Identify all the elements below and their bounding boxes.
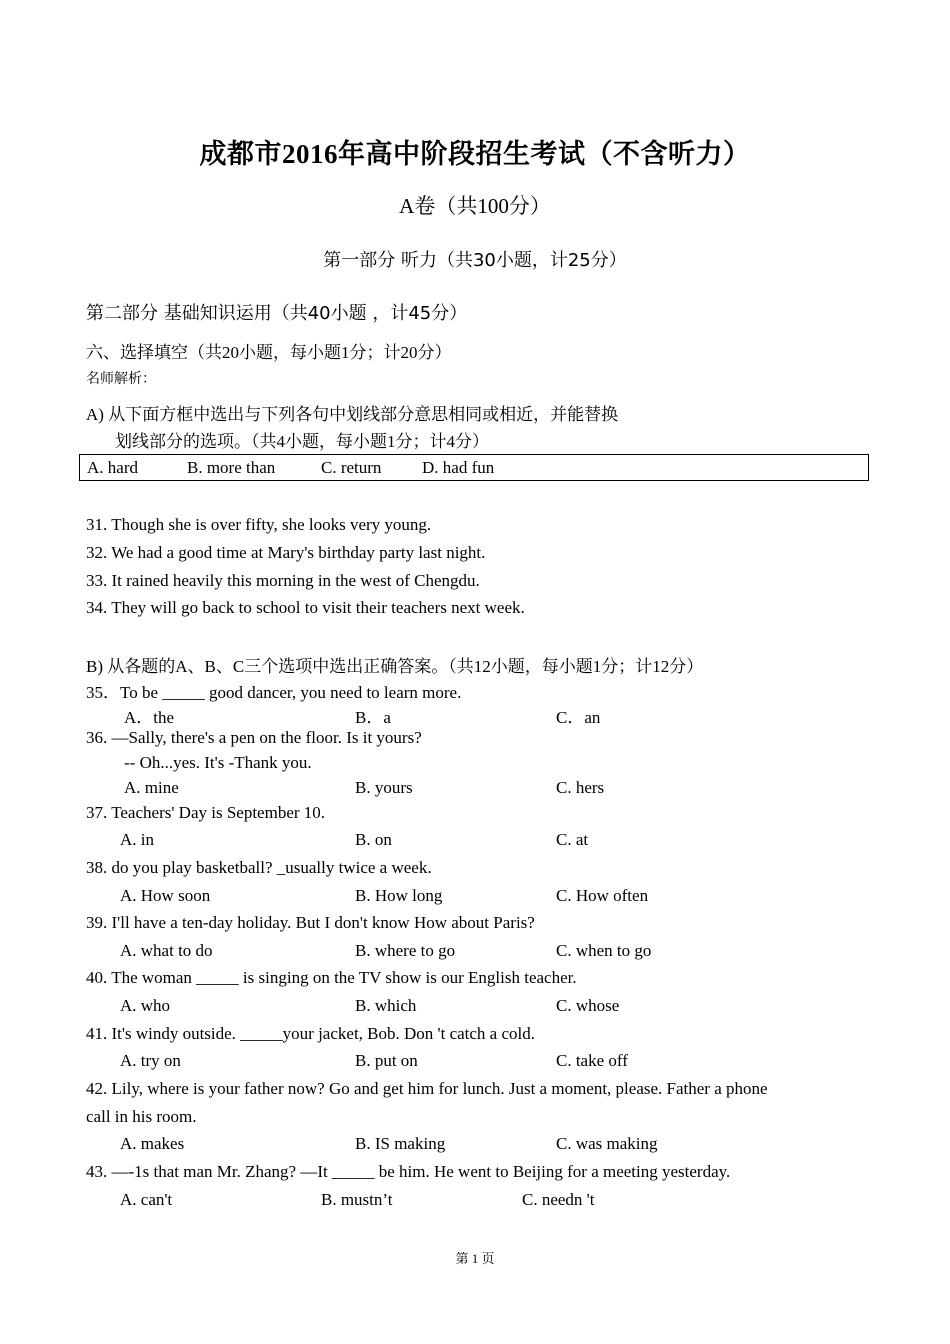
question-38-stem: 38. do you play basketball? _usually twice a week. — [86, 858, 432, 877]
section6-heading: 六、选择填空（共20小题，每小题1分；计20分） — [86, 343, 452, 362]
question-35-option-a: A．the — [124, 708, 175, 727]
question-38-option-b: B. How long — [355, 886, 443, 905]
question-41-stem: 41. It's windy outside. _____your jacket, Bob. Don 't catch a cold. — [86, 1024, 535, 1043]
question-35-option-b: B．a — [355, 708, 391, 727]
page-number: 第 1 页 — [455, 1251, 495, 1266]
part1-heading: 第一部分 听力（共30小题，计25分） — [323, 250, 627, 271]
question-42-option-a: A. makes — [120, 1134, 185, 1153]
option-box — [79, 454, 869, 481]
question-36-option-a: A. mine — [124, 778, 179, 797]
sentence-33: 33. It rained heavily this morning in the west of Chengdu. — [86, 571, 480, 590]
question-39-option-c: C. when to go — [556, 941, 652, 960]
paper-subtitle: A卷（共100分） — [399, 194, 551, 218]
part2-heading: 第二部分 基础知识运用（共40小题 ，计45分） — [86, 303, 468, 324]
question-38-option-c: C. How often — [556, 886, 649, 905]
box-option: D. had fun — [422, 458, 495, 477]
question-36-option-b: B. yours — [355, 778, 413, 797]
question-40-option-c: C. whose — [556, 996, 620, 1015]
question-37-option-b: B. on — [355, 830, 392, 849]
question-41-option-b: B. put on — [355, 1051, 418, 1070]
question-42-stem2: call in his room. — [86, 1107, 197, 1126]
question-36-stem2: -- Oh...yes. It's -Thank you. — [124, 753, 312, 772]
question-39-option-b: B. where to go — [355, 941, 456, 960]
question-42-option-c: C. was making — [556, 1134, 658, 1153]
question-40-stem: 40. The woman _____ is singing on the TV show is our English teacher. — [86, 968, 577, 987]
sectionB-instruction: B) 从各题的A、B、C三个选项中选出正确答案。（共12小题，每小题1分；计12分） — [86, 657, 704, 676]
sentence-32: 32. We had a good time at Mary's birthday party last night. — [86, 543, 486, 562]
box-option: C. return — [321, 458, 382, 477]
box-option: A. hard — [87, 458, 138, 477]
question-43-option-b: B. mustn’t — [321, 1190, 393, 1209]
question-43-option-a: A. can't — [120, 1190, 173, 1209]
question-39-option-a: A. what to do — [120, 941, 213, 960]
question-37-option-c: C. at — [556, 830, 589, 849]
question-36-option-c: C. hers — [556, 778, 605, 797]
question-35-option-c: C．an — [556, 708, 601, 727]
question-42-stem: 42. Lily, where is your father now? Go and get him for lunch. Just a moment, please. Father a phone — [86, 1079, 768, 1098]
question-37-option-a: A. in — [120, 830, 154, 849]
question-37-stem: 37. Teachers' Day is September 10. — [86, 803, 326, 822]
question-43-option-c: C. needn 't — [522, 1190, 595, 1209]
sectionA-instruction-line1: A) 从下面方框中选出与下列各句中划线部分意思相同或相近，并能替换 — [86, 405, 619, 424]
question-36-stem: 36. —Sally, there's a pen on the floor. Is it yours? — [86, 728, 422, 747]
question-40-option-a: A. who — [120, 996, 171, 1015]
sentence-34: 34. They will go back to school to visit their teachers next week. — [86, 598, 525, 617]
question-43-stem: 43. —-1s that man Mr. Zhang? —It _____ be him. He went to Beijing for a meeting yesterday. — [86, 1162, 731, 1181]
exam-title: 成都市2016年高中阶段招生考试（不含听力） — [199, 139, 751, 169]
sectionA-instruction-line2: 划线部分的选项。（共4小题，每小题1分；计4分） — [115, 432, 489, 451]
box-option: B. more than — [187, 458, 276, 477]
question-42-option-b: B. IS making — [355, 1134, 446, 1153]
question-41-option-c: C. take off — [556, 1051, 628, 1070]
question-39-stem: 39. I'll have a ten-day holiday. But I don't know How about Paris? — [86, 913, 535, 932]
question-38-option-a: A. How soon — [120, 886, 211, 905]
question-35-stem: 35．To be _____ good dancer, you need to learn more. — [86, 683, 462, 702]
sentence-31: 31. Though she is over fifty, she looks very young. — [86, 515, 432, 534]
question-40-option-b: B. which — [355, 996, 417, 1015]
question-41-option-a: A. try on — [120, 1051, 181, 1070]
teacher-note: 名师解析： — [86, 372, 156, 387]
